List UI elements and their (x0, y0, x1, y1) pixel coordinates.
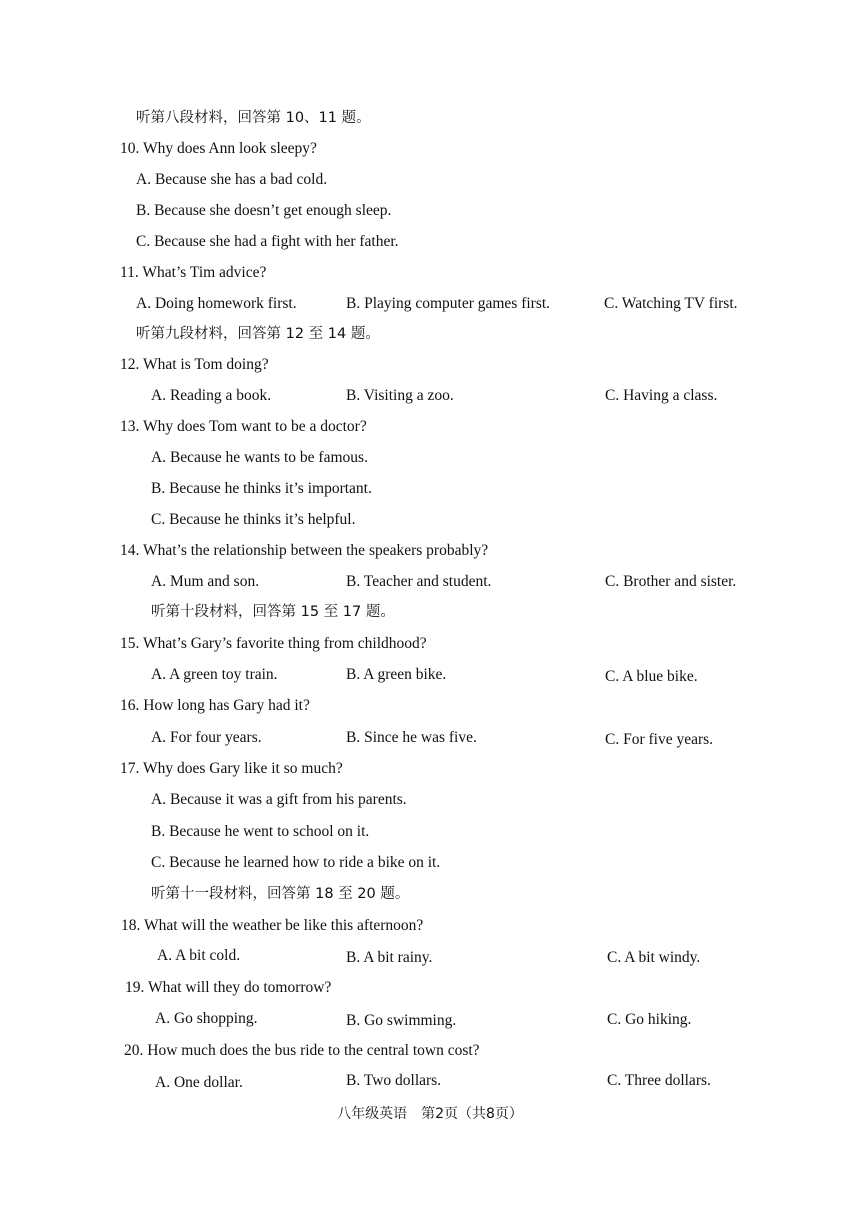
question-16-option-a: A. For four years. (151, 729, 262, 746)
question-16-option-c: C. For five years. (605, 731, 714, 748)
question-11-option-b: B. Playing computer games first. (346, 295, 551, 312)
question-18-option-b: B. A bit rainy. (346, 949, 433, 966)
question-18-option-c: C. A bit windy. (607, 949, 701, 966)
question-12-option-c: C. Having a class. (605, 387, 718, 404)
question-14-option-a: A. Mum and son. (151, 573, 260, 590)
question-12-option-b: B. Visiting a zoo. (346, 387, 454, 404)
question-20-option-b: B. Two dollars. (346, 1072, 442, 1089)
question-20-stem: 20. How much does the bus ride to the central town cost? (124, 1042, 480, 1059)
question-14-stem: 14. What’s the relationship between the speakers probably? (120, 542, 489, 559)
section-heading-10: 听第十段材料，回答第 15 至 17 题。 (151, 604, 395, 620)
question-15-option-a: A. A green toy train. (151, 666, 278, 683)
question-11-stem: 11. What’s Tim advice? (120, 264, 267, 281)
question-10-option-c: C. Because she had a fight with her father. (136, 233, 399, 250)
question-20-option-a: A. One dollar. (155, 1074, 243, 1091)
question-16-stem: 16. How long has Gary had it? (120, 697, 310, 714)
question-13-option-c: C. Because he thinks it’s helpful. (151, 511, 356, 528)
question-18-stem: 18. What will the weather be like this afternoon? (121, 917, 424, 934)
question-17-option-a: A. Because it was a gift from his parents. (151, 791, 407, 808)
section-heading-8: 听第八段材料，回答第 10、11 题。 (136, 110, 371, 126)
question-12-option-a: A. Reading a book. (151, 387, 272, 404)
question-19-option-c: C. Go hiking. (607, 1011, 692, 1028)
question-10-option-b: B. Because she doesn’t get enough sleep. (136, 202, 392, 219)
question-11-option-c: C. Watching TV first. (604, 295, 738, 312)
question-19-option-b: B. Go swimming. (346, 1012, 457, 1029)
question-18-option-a: A. A bit cold. (157, 947, 241, 964)
question-13-option-a: A. Because he wants to be famous. (151, 449, 368, 466)
question-15-stem: 15. What’s Gary’s favorite thing from childhood? (120, 635, 427, 652)
section-heading-9: 听第九段材料，回答第 12 至 14 题。 (136, 326, 380, 342)
question-12-stem: 12. What is Tom doing? (120, 356, 269, 373)
question-11-option-a: A. Doing homework first. (136, 295, 297, 312)
question-17-stem: 17. Why does Gary like it so much? (120, 760, 343, 777)
page-footer: 八年级英语 第2页（共8页） (337, 1106, 523, 1122)
question-16-option-b: B. Since he was five. (346, 729, 477, 746)
question-17-option-c: C. Because he learned how to ride a bike on it. (151, 854, 441, 871)
question-19-option-a: A. Go shopping. (155, 1010, 258, 1027)
question-13-stem: 13. Why does Tom want to be a doctor? (120, 418, 367, 435)
question-19-stem: 19. What will they do tomorrow? (125, 979, 332, 996)
question-20-option-c: C. Three dollars. (607, 1072, 711, 1089)
question-13-option-b: B. Because he thinks it’s important. (151, 480, 372, 497)
question-15-option-b: B. A green bike. (346, 666, 447, 683)
question-10-option-a: A. Because she has a bad cold. (136, 171, 328, 188)
question-14-option-c: C. Brother and sister. (605, 573, 737, 590)
question-10-stem: 10. Why does Ann look sleepy? (120, 140, 317, 157)
question-17-option-b: B. Because he went to school on it. (151, 823, 370, 840)
question-14-option-b: B. Teacher and student. (346, 573, 492, 590)
section-heading-11: 听第十一段材料，回答第 18 至 20 题。 (151, 886, 410, 902)
question-15-option-c: C. A blue bike. (605, 668, 698, 685)
